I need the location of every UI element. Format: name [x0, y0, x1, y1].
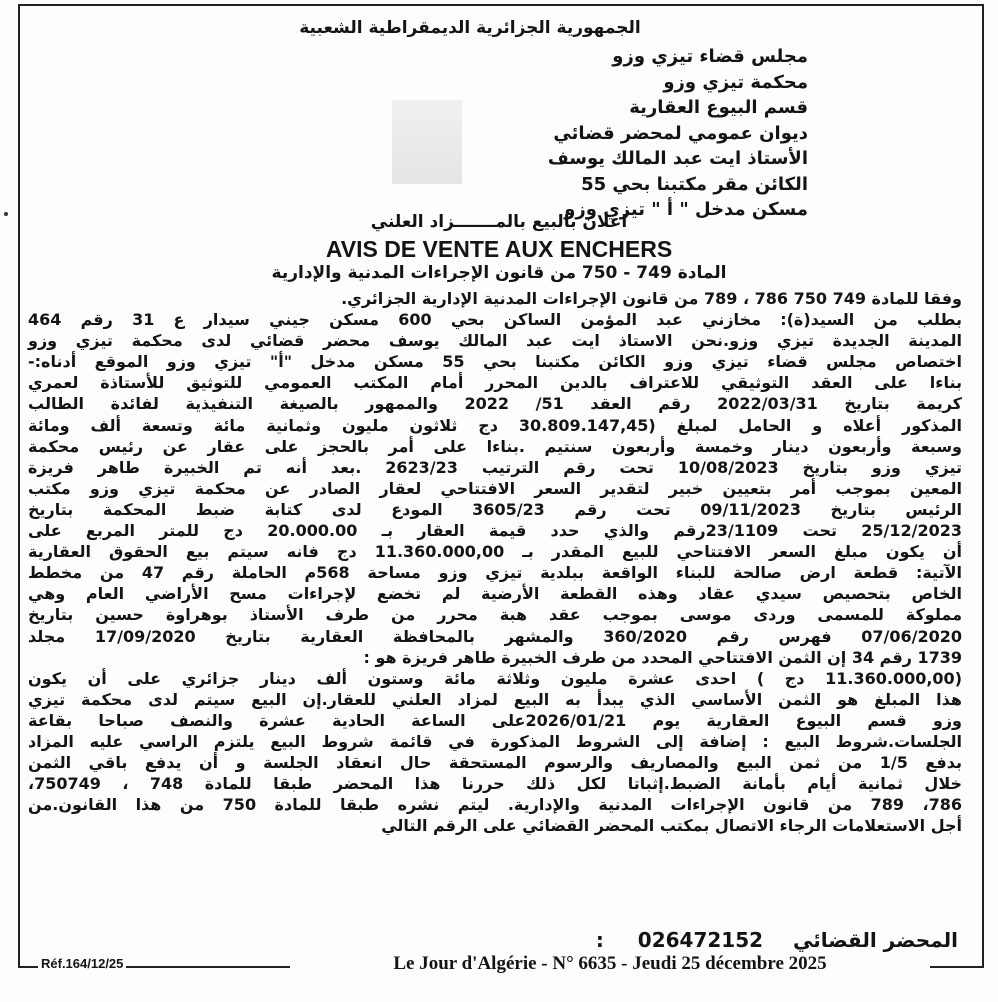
body-line: بناءا على العقد التوثيقي للاعتراف بالدين المحرر أمام المكتب العمومي للتوثيق للأستاذة لعمري [28, 373, 962, 393]
header-office: ديوان عمومي لمحضر قضائي [553, 122, 808, 144]
body-line: 1739 رقم 34 إن الثمن الافتتاحي المحدد من طرف الخبيرة طاهر فريزة هو : [363, 647, 962, 667]
announcement-french-title: AVIS DE VENTE AUX ENCHERS [325, 236, 673, 262]
footer-rule-right [925, 966, 982, 968]
body-line: وزو قسم البيوع العقارية يوم 2026/01/21على الساعة الحادية عشرة والنصف صباحا بقاعة [28, 710, 962, 730]
issuer-header [288, 44, 808, 223]
body-line: الجلسات.شروط البيع : إضافة إلى الشروط المذكورة في قائمة شروط البيع يلتزم الراسي عليه المزاد [28, 731, 962, 751]
body-line: بدفع 1/5 من ثمن البيع والمصاريف والرسوم المستحقة حال انعقاد الجلسة و أن يدفع باقي الثمن [28, 753, 962, 773]
body-line: هذا المبلغ هو الثمن الأساسي الذي يبدأ به البيع لمزاد العلني للعقار.إن البيع سيتم لدى محكمة تيزي [28, 689, 962, 709]
header-section: قسم البيوع العقارية [629, 97, 808, 118]
body-line: 25/12/2023 تحت 23/1109رقم والذي حدد قيمة العقار بـ 20.000.00 دج للمتر المربع على [28, 521, 962, 541]
body-line: وفقا للمادة 749 750 786 ، 789 من قانون الإجراءات المدنية الإدارية الجزائري. [341, 289, 962, 308]
body-line: خلال ثمانية أيام بأمانة الضبط.إثباتا لكل ذلك حررنا هذا المحضر طبقا للمادة 748 ، 750749، [28, 774, 962, 794]
reference-number: Réf.164/12/25 [38, 956, 126, 971]
signature-label: المحضر القضائي [792, 928, 958, 952]
body-line: أن يكون مبلغ السعر الافتتاحي للبيع المقدر بـ 11.360.000,00 دج فانه سيتم بيع الحقوق العقارية [28, 542, 963, 562]
body-line: وسبعة وأربعون دينار وخمسة وأربعون سنتيم .بناءا على أمر بالحجز على عقار عن رئيس محكمة [28, 436, 962, 456]
body-line: المذكور أعلاه و الحامل لمبلغ (30.809.147,45 دج ثلاثون مليون وثمانية مائة وتسعة ألف ومائة [28, 415, 962, 435]
article-reference: المادة 749 - 750 من قانون الإجراءات المدنية والإدارية [271, 263, 727, 283]
header-court: محكمة تيزي وزو [663, 71, 808, 93]
body-line: 07/06/2020 فهرس رقم 360/2020 والمشهر بالمحافظة العقارية بتاريخ 17/09/2020 مجلد [28, 626, 963, 646]
phone-number: 026472152 [637, 928, 764, 952]
body-line: الخاص بتحصيص سيدي عقاد وهذه القطعة الأرضية لم تخضع لإجراءات مسح الأراضي العام وهي [28, 584, 962, 604]
publication-line: Le Jour d'Algérie - N° 6635 - Jeudi 25 décembre 2025 [290, 953, 930, 975]
body-line: الآتية: قطعة ارض صالحة للبناء الواقعة ببلدية تيزي وزو مساحة 568م الحاملة رقم 47 من مخطط [28, 563, 962, 583]
republic-title: الجمهورية الجزائرية الديمقراطية الشعبية [299, 18, 641, 38]
signature-row [518, 928, 958, 952]
header-bailiff: الأستاذ ايت عبد المالك يوسف [547, 148, 808, 169]
announcement-arabic-title: اعلان بالبيع بالمـــــــزاد العلني [370, 212, 628, 232]
body-line: اختصاص مجلس قضاء تيزي وزو الكائن مكتبنا بحي 55 مسكن مدخل "أ" تيزي وزو الموقع أدناه:- [28, 352, 962, 372]
body-line: كريمة بتاريخ 2022/03/31 رقم العقد 51/ 2022 والممهور بالصيغة التنفيذية لفائدة الطالب [28, 394, 962, 414]
body-line: الرئيس بتاريخ 09/11/2023 تحت رقم 3605/23 المودع لدى كتابة ضبط المحكمة بتاريخ [28, 499, 963, 519]
body-line: المعين بموجب أمر بتعيين خبير لتقدير السعر الافتتاحي لعقار الصادر عن محكمة تيزي وزو مكتب [28, 478, 962, 498]
body-line: أجل الاستعلامات الرجاء الاتصال بمكتب المحضر القضائي على الرقم التالي [381, 816, 962, 836]
header-address-2: مسكن مدخل " أ " تيزي وزو [564, 199, 808, 220]
body-line: تيزي وزو بتاريخ 10/08/2023 تحت رقم الترتيب 2623/23 .بعد أنه تم الخبيرة طاهر فريزة [28, 457, 963, 477]
body-line: مملوكة للمسمى وردى موسى بموجب عقد هبة محرر من طرف الأستاذ بوهراوة حسين بتاريخ [28, 605, 962, 625]
header-council: مجلس قضاء تيزي وزو [612, 46, 808, 67]
header-address-1: الكائن مقر مكتبنا بحي 55 [581, 173, 808, 195]
body-line: (11.360.000,00 دج ) احدى عشرة مليون وثلاثة مائة وستون ألف دينار جزائري على أن يكون [28, 668, 962, 688]
body-line: 786، 789 من قانون الإجراءات المدنية والإدارية. ليتم نشره طبقا للمادة 750 من هذا القانون.من [28, 795, 962, 815]
body-line: بطلب من السيد(ة): مخازني عبد المؤمن الساكن بحي 600 مسكن جيني سيدار ع 31 رقم 464 [28, 310, 963, 330]
body-line: المدينة الجديدة تيزي وزو.نحن الاستاذ ايت عبد المالك يوسف محضر قضائي لدى محكمة تيزي وزو [28, 331, 962, 351]
signature-colon: : [595, 928, 604, 952]
notice-body [28, 288, 962, 836]
